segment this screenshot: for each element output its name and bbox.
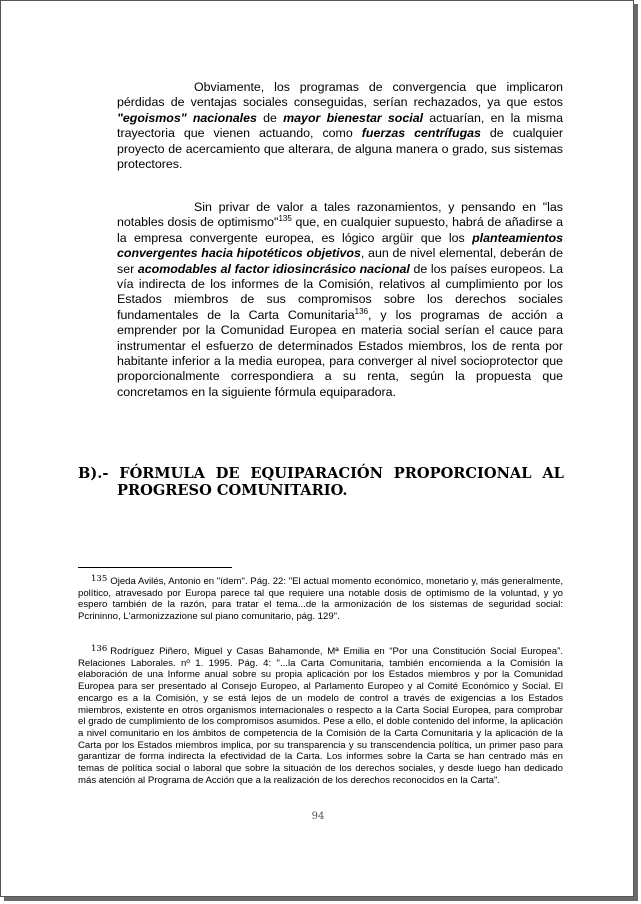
text-run: Obviamente, los programas de convergencia que implicaron pérdidas de ventajas sociales conseguidas, serían rechazados, ya que estos	[117, 80, 563, 110]
section-heading-line2: PROGRESO COMUNITARIO.	[117, 482, 348, 499]
paragraph-optimism-argument	[117, 200, 563, 400]
footnote-separator	[78, 567, 232, 568]
emphasis-fuerzas-centrifugas: fuerzas centrífugas	[361, 126, 481, 141]
page-number: 94	[311, 811, 325, 822]
emphasis-planteamientos-convergentes: planteamientos convergentes hacia hipotéticos objetivos	[117, 230, 563, 261]
heading-word: AL	[542, 465, 564, 482]
footnote-ref-136[interactable]: 136	[354, 306, 369, 316]
footnote-136	[78, 644, 563, 786]
text-run: que, en cualquier supuesto, habrá de añadirse a la empresa convergente europea, es lógico argüir que los	[117, 215, 563, 245]
text-run: , aun de nivel elemental, deberán de ser	[117, 246, 563, 276]
footnote-ref-135[interactable]: 135	[278, 214, 292, 224]
heading-word: EQUIPARACIÓN	[250, 465, 383, 482]
emphasis-egoismos-nacionales: "egoismos" nacionales	[117, 110, 257, 125]
footnote-text: Ojeda Avilés, Antonio en "ídem". Pág. 22: "El actual momento económico, monetario y, más generalmente, político, atravesado por Europa parece tal que requiere una notable dosis de optimismo de la voluntad, y yo espero también de la razón, para tratar el tema...de la armonización de los sistemas de seguridad social: Pcrininno, L'armonizzazione sul piano comunitario, pág. 129".	[78, 576, 563, 623]
heading-word: DE	[215, 465, 240, 482]
text-run: de los países europeos. La vía indirecta de los informes de la Comisión, relativos al cumplimiento por los Estados miembros de sus compromisos sobre los derechos sociales fundamentales de la Carta Comunitaria	[117, 261, 564, 322]
text-run: de cualquier proyecto de acercamiento que alterara, de alguna manera o grado, sus sistemas protectores.	[117, 126, 563, 172]
text-run: , y los programas de acción a emprender por la Comunidad Europea en materia social serían el cauce para instrumentar el esfuerzo de determinados Estados miembros, los de renta por habitante inferior a la media europea, para converger al nivel socioprotector que proporcionalmente correspondiera a su renta, según la propuesta que concretamos en la siguiente fórmula equiparadora.	[117, 307, 563, 399]
emphasis-mayor-bienestar-social: mayor bienestar social	[283, 110, 424, 125]
footnote-number: 136	[91, 644, 108, 654]
text-run: actuarían, en la misma trayectoria que vienen actuando, como	[117, 110, 563, 141]
footnote-135	[78, 574, 563, 623]
footnote-number: 135	[91, 574, 108, 584]
section-heading-line1	[78, 465, 564, 482]
emphasis-factor-idiosincrasico: acomodables al factor idiosincrásico nacional	[137, 261, 410, 276]
section-heading	[78, 465, 564, 499]
text-run: Sin privar de valor a tales razonamientos, y pensando en "las notables dosis de optimismo"	[117, 200, 563, 230]
heading-word: PROPORCIONAL	[393, 465, 532, 482]
footnote-text: Rodríguez Piñero, Miguel y Casas Bahamonde, Mª Emilia en “Por una Constitución Social Europea”. Relaciones Laborales. nº 1. 1995. Pág. 4: "...la Carta Comunitaria, también encomienda a la Comisión la elaboración de una Informe anual sobre su propia aplicación por los Estados miembros y por la Comunidad Europea para ser presentado al Consejo Europeo, al Parlamento Europeo y al Comité Económico y Social. El encargo es a la Comisión, y se está lejos de un modelo de control a través de exigencias a los Estados miembros, existente en otros organismos internacionales o respecto a la Carta Social Europea, para comprobar el grado de cumplimiento de los compromisos asumidos. Pese a ello, el doble contenido del informe, la aplicación a nivel comunitario en los ámbitos de competencia de la Comisión de la Carta Comunitaria y la aplicación de la Carta por los Estados miembros implica, por su transparencia y su transcendencia política, un primer paso para garantizar de forma indirecta la efectividad de la Carta. Los informes sobre la Carta se han centrado más en temas de política social o laboral que sobre la situación de los derechos sociales, y desde luego han dedicado más atención al Programa de Acción que a la realización de los derechos reconocidos en la Carta".	[78, 646, 563, 786]
text-run: de	[256, 110, 284, 125]
paragraph-convergence-programs	[117, 80, 563, 172]
heading-word: B).-	[78, 465, 109, 482]
heading-word: FÓRMULA	[119, 465, 205, 482]
